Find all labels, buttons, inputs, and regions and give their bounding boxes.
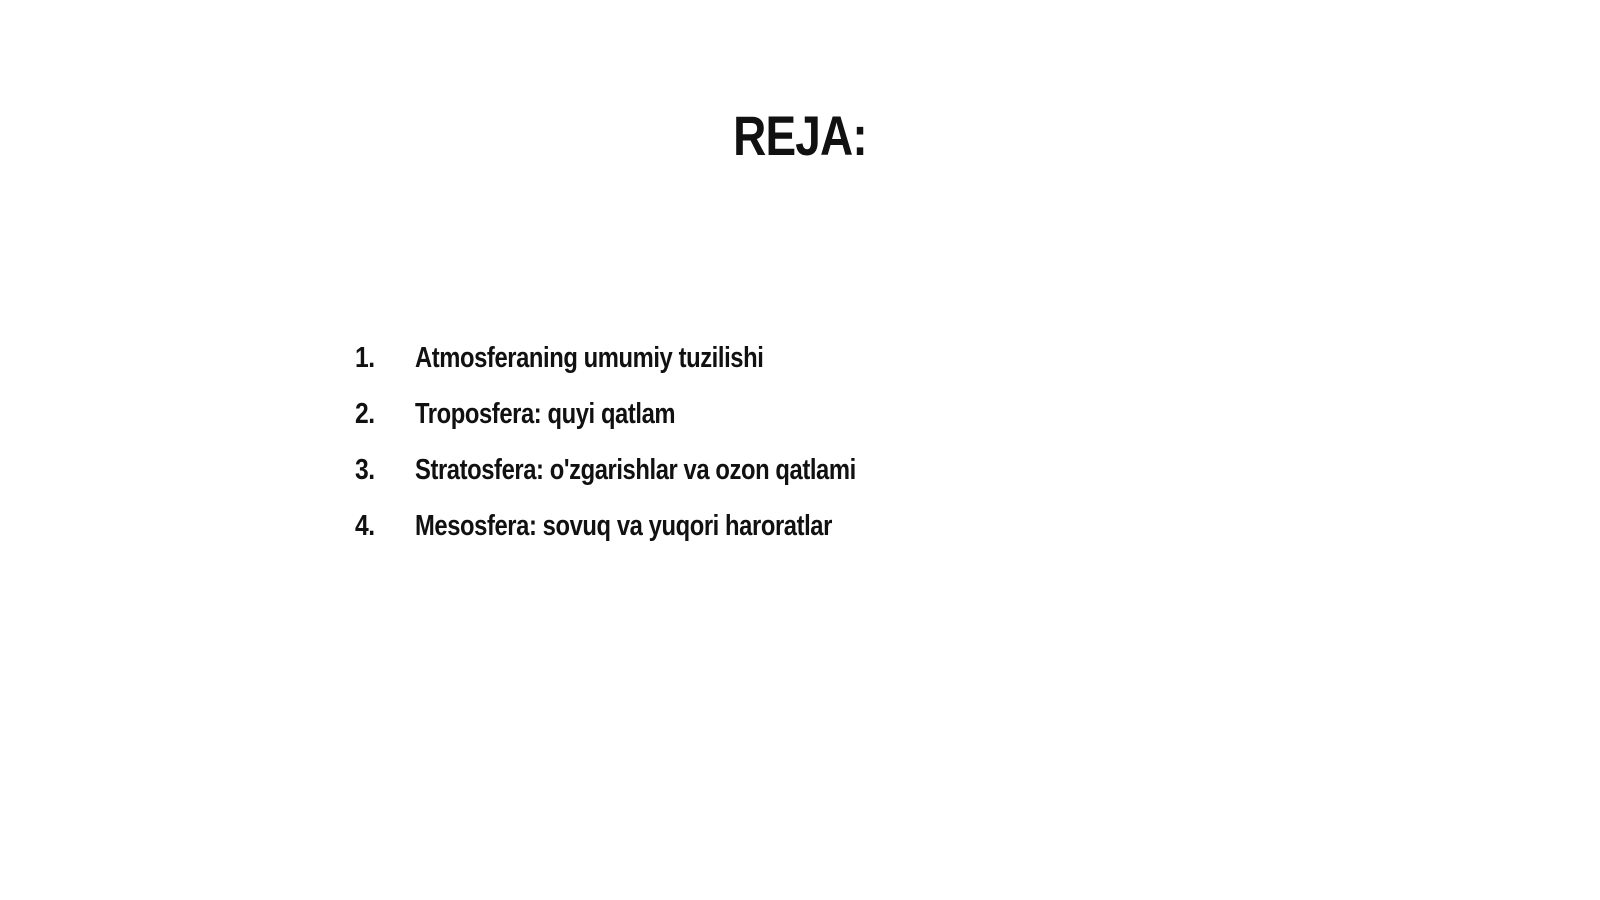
agenda-list bbox=[355, 330, 953, 554]
list-item bbox=[355, 498, 953, 554]
list-item-text: Troposfera: quyi qatlam bbox=[415, 397, 676, 430]
list-item-number: 1. bbox=[355, 341, 375, 374]
list-item-number: 2. bbox=[355, 397, 375, 430]
list-item bbox=[355, 442, 953, 498]
list-item-text: Atmosferaning umumiy tuzilishi bbox=[415, 341, 764, 374]
list-item bbox=[355, 330, 953, 386]
list-item-text: Stratosfera: o'zgarishlar va ozon qatlami bbox=[415, 453, 856, 486]
list-item-number: 4. bbox=[355, 509, 375, 542]
list-item-number: 3. bbox=[355, 453, 375, 486]
list-item-text: Mesosfera: sovuq va yuqori haroratlar bbox=[415, 509, 832, 542]
list-item bbox=[355, 386, 953, 442]
slide-title: REJA: bbox=[733, 104, 867, 167]
